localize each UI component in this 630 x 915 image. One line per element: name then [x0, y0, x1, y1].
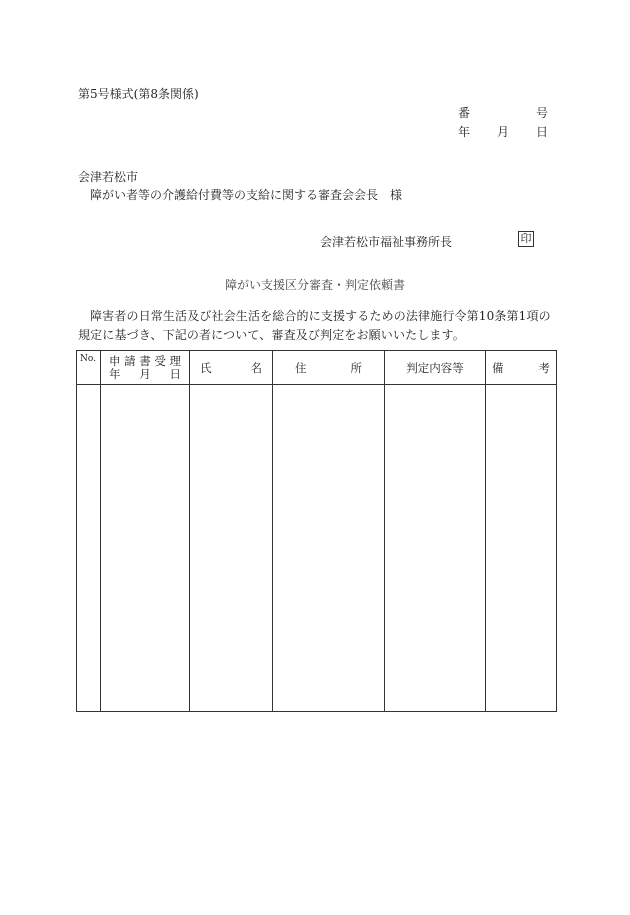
addressee-city: 会津若松市 — [78, 170, 139, 184]
date-month: 月 — [496, 125, 509, 139]
form-number: 第5号様式(第8条関係) — [78, 87, 199, 101]
document-title: 障がい支援区分審査・判定依頼書 — [224, 278, 405, 292]
header-received-date — [101, 351, 190, 385]
header-no: No. — [77, 351, 101, 385]
table-row — [77, 385, 557, 712]
date-line — [458, 123, 548, 140]
cell-remarks[interactable] — [486, 385, 557, 712]
addressee-chair: 障がい者等の介護給付費等の支給に関する審査会会長 様 — [90, 188, 403, 202]
document-number-line — [458, 104, 548, 121]
request-table — [76, 350, 557, 712]
body-text: 障害者の日常生活及び社会生活を総合的に支援するための法律施行令第10条第1項の規定に基づき、下記の者について、審査及び判定をお願いいたします。 — [78, 309, 551, 342]
header-received-line1: 申 請 書 受 理 — [109, 353, 181, 368]
header-name: 氏 名 — [190, 351, 273, 385]
cell-no[interactable] — [77, 385, 101, 712]
header-address: 住 所 — [273, 351, 385, 385]
sender-name: 会津若松市福祉事務所長 — [320, 235, 453, 249]
number-label-ban: 番 — [458, 106, 471, 120]
cell-judgment[interactable] — [385, 385, 486, 712]
cell-received-date[interactable] — [101, 385, 190, 712]
date-day: 日 — [535, 125, 548, 139]
seal-mark: 印 — [518, 231, 534, 247]
cell-name[interactable] — [190, 385, 273, 712]
header-judgment: 判定内容等 — [385, 351, 486, 385]
header-remarks: 備 考 — [486, 351, 557, 385]
number-label-go: 号 — [535, 106, 548, 120]
cell-address[interactable] — [273, 385, 385, 712]
table-header-row — [77, 351, 557, 385]
header-received-line2: 年 月 日 — [109, 366, 181, 381]
date-year: 年 — [458, 125, 471, 139]
